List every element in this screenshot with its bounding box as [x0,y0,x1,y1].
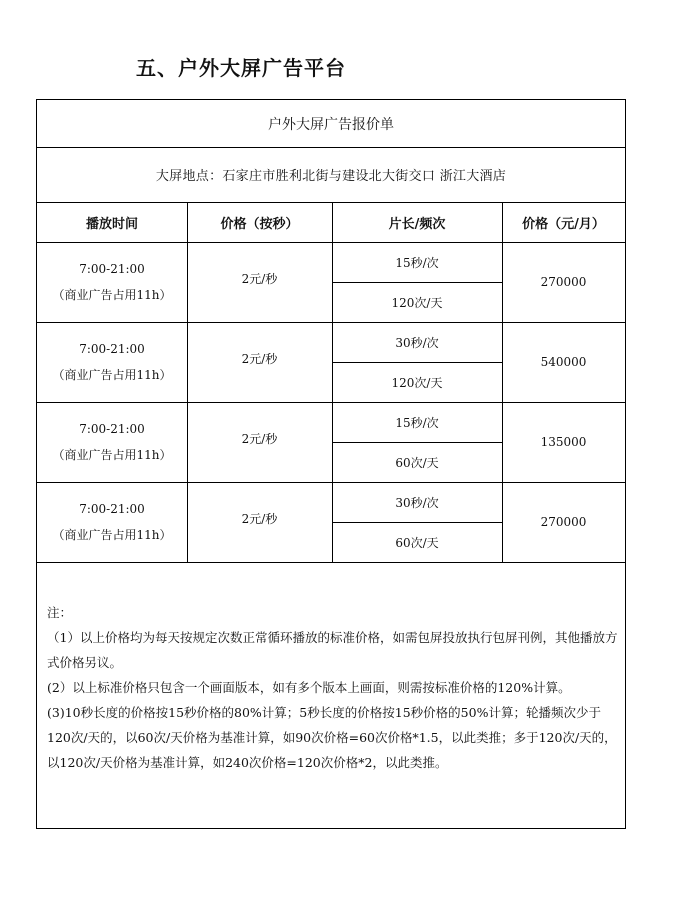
header-monthly-price: 价格（元/月） [522,216,605,232]
time-range: 7:00-21:00 [79,502,145,516]
time-note: （商业广告占用11h） [52,448,172,462]
table-row-time [37,242,187,322]
monthly-price: 540000 [540,355,587,369]
table-row-time [37,402,187,482]
note-item: (3)10秒长度的价格按15秒价格的80%计算；5秒长度的价格按15秒价格的50%计算；轮播频次少于120次/天的，以60次/天价格为基准计算，如90次价格=60次价格*1.5，以此类推；多于120次/天的，以120次/天价格为基准计算，如240次价格=120次价格*2，以此类推。 [47,705,617,770]
header-play-time: 播放时间 [85,216,138,232]
price-per-second: 2元/秒 [241,511,278,526]
note-item: (2）以上标准价格只包含一个画面版本，如有多个版本上画面，则需按标准价格的120%计算。 [47,680,571,695]
notes-label: 注： [47,605,73,620]
price-per-second: 2元/秒 [241,431,278,446]
price-quote-table [36,99,626,829]
time-range: 7:00-21:00 [79,342,145,356]
time-note: （商业广告占用11h） [52,288,172,302]
play-frequency: 120次/天 [391,295,443,310]
price-per-second: 2元/秒 [241,351,278,366]
ad-length: 30秒/次 [395,335,439,350]
section-title: 五、户外大屏广告平台 [136,56,346,80]
table-row-time [37,322,187,402]
table-title: 户外大屏广告报价单 [268,116,394,133]
ad-length: 15秒/次 [395,415,439,430]
ad-length: 30秒/次 [395,495,439,510]
monthly-price: 270000 [540,515,587,529]
monthly-price: 135000 [540,435,587,449]
time-note: （商业广告占用11h） [52,368,172,382]
play-frequency: 120次/天 [391,375,443,390]
note-item: （1）以上价格均为每天按规定次数正常循环播放的标准价格，如需包屏投放执行包屏刊例，其他播放方式价格另议。 [47,630,618,670]
play-frequency: 60次/天 [395,455,439,470]
time-range: 7:00-21:00 [79,422,145,436]
ad-length: 15秒/次 [395,255,439,270]
time-note: （商业广告占用11h） [52,528,172,542]
location-row: 大屏地点：石家庄市胜利北街与建设北大街交口 浙江大酒店 [155,169,507,184]
header-length-frequency: 片长/频次 [388,216,446,232]
play-frequency: 60次/天 [395,535,439,550]
monthly-price: 270000 [540,275,587,289]
header-price-per-second: 价格（按秒） [220,216,299,232]
table-row-time [37,482,187,562]
time-range: 7:00-21:00 [79,262,145,276]
price-per-second: 2元/秒 [241,271,278,286]
notes-section [47,600,619,775]
